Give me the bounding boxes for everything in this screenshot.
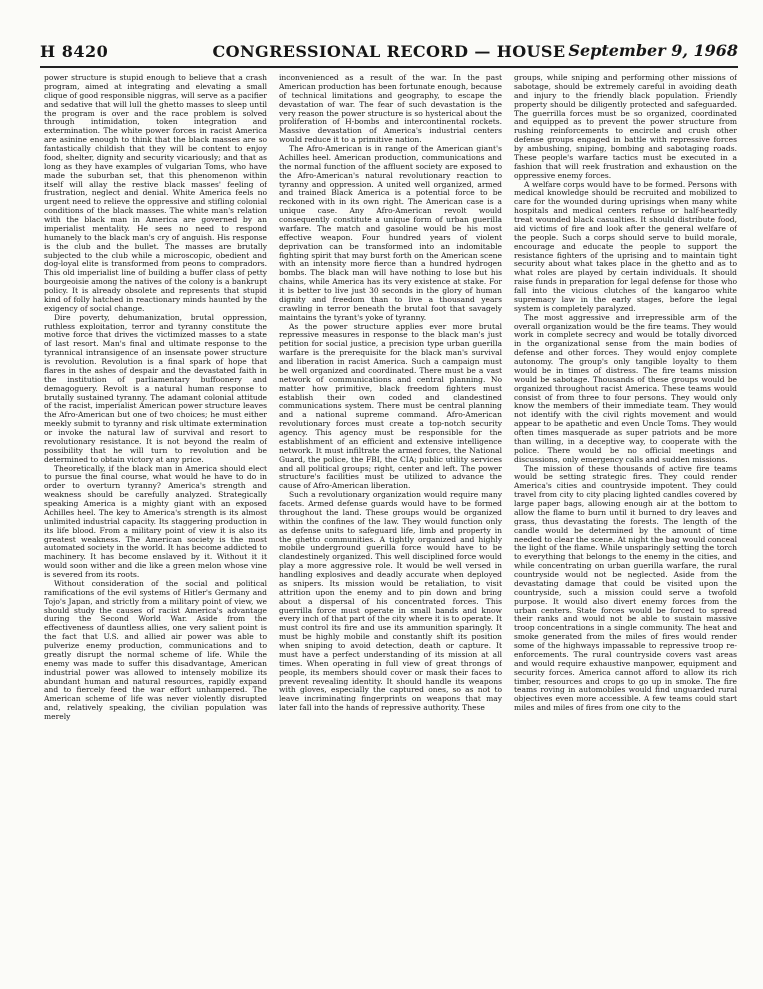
column-middle (279, 74, 502, 974)
page-number: H 8420 (40, 42, 109, 61)
column-left (44, 74, 267, 974)
paragraph: inconvenienced as a result of the war. In the past American production has been fortunate enough, because of technical limitations and geography, to escape the devastation of war. The fear of such devastation is the very reason the power structure is so hysterical about the proliferation of H-bombs and intercontinental rockets. Massive devastation of America's industrial centers would reduce it to a primitive nation. (279, 74, 502, 145)
paragraph: Theoretically, if the black man in America should elect to pursue the final course, what would he have to do in order to overturn tyranny? America's strength and weakness should be carefully analyzed. Strategically speaking America is a mighty giant with an exposed Achilles heel. The key to America's strength is its almost unlimited industrial capacity. Its staggering production in its life blood. From a military point of view it is also its greatest weakness. The American society is the most automated society in the world. It has become addicted to machinery. It has become enslaved by it. Without it it would soon wither and die like a green melon whose vine is severed from its roots. (44, 463, 267, 579)
column-right (514, 74, 737, 974)
paragraph: power structure is stupid enough to believe that a crash program, aimed at integrating and elevating a small clique of good responsible niggras, will serve as a pacifier and sedative that will lull the ghetto masses to sleep until the program is over and the race problem is solved through intimidation, token integration and extermination. The white power forces in racist America are asinine enough to think that the black masses are so fantastically childish that they will be content to enjoy food, shelter, dignity and security vicariously; and that as long as they have examples of vulgarian Toms, who have made the suburban set, that this phenomenon within itself will allay the restive black masses' feeling of frustration, neglect and denial. White America feels no urgent need to relieve the oppressive and stifling colonial conditions of the black masses. The white man's relation with the black man in America are governed by an imperialist mentality. He sees no need to respond humanely to the black man's cry of anguish. His response is the club and the bullet. The masses are brutally subjected to the club while a microscopic, obedient and dog-loyal elite is transformed from peons to compradors. This old imperialist line of building a buffer class of petty bourgeoisie among the natives of the colony is a bankrupt policy. It is already obsolete and represents that stupid kind of folly hatched in reactionary minds haunted by the exigency of social change. (44, 74, 267, 313)
journal-title: CONGRESSIONAL RECORD — HOUSE (212, 42, 566, 61)
issue-date: September 9, 1968 (568, 41, 738, 60)
paragraph: The Afro-American is in range of the American giant's Achilles heel. American production, communications and the normal function of the affluent society are exposed to the Afro-American's natural revolutionary reaction to tyranny and oppression. A united well organized, armed and trained Black America is a potential force to be reckoned with in its own right. The American case is a unique case. Any Afro-American revolt would consequently constitute a unique form of urban guerilla warfare. The match and gasoline would be his most effective weapon. Four hundred years of violent deprivation can be transformed into an indomitable fighting spirit that may burst forth on the American scene with an intensity more fierce than a hundred hydrogen bombs. The black man will have nothing to lose but his chains, while America has its very existence at stake. For it is better to live just 30 seconds in the glory of human dignity and freedom than to live a thousand years crawling in terror beneath the brutal foot that savagely maintains the tyrant's yoke of tyranny. (279, 144, 502, 322)
header-rule (40, 66, 738, 68)
paragraph: groups, while sniping and performing other missions of sabotage, should be extremely careful in avoiding death and injury to the friendly black population. Friendly property should be diligently protected and safeguarded. The guerrilla forces must be so organized, coordinated and equipped as to prevent the power structure from rushing reinforcements to encircle and crush other defense groups engaged in battle with repressive forces by ambushing, sniping, bombing and sabotaging roads. These people's warfare tactics must be executed in a fashion that will reek frustration and exhaustion on the oppressive enemy forces. (514, 74, 737, 180)
paragraph: A welfare corps would have to be formed. Persons with medical knowledge should be recruited and mobilized to care for the wounded during uprisings when many white hospitals and medical centers refuse or half-heartedly treat wounded black casualties. It should distribute food, aid victims of fire and look after the general welfare of the people. Such a corps should serve to build morale, encourage and educate the people to support the resistance fighters of the uprising and to maintain tight security about what takes place in the ghetto and as to what roles are played by certain individuals. It should raise funds in preparation for legal defense for those who fall into the vicious clutches of the kangaroo white supremacy law in the early stages, before the legal system is completely paralyzed. (514, 179, 737, 313)
paragraph: Such a revolutionary organization would require many facets. Armed defense guards would have to be formed throughout the land. These groups would be organized within the confines of the law. They would function only as defense units to safeguard life, limb and property in the ghetto communities. A tightly organized and highly mobile underground guerilla force would have to be clandestinely organized. This well disciplined force would play a more aggressive role. It would be well versed in handling explosives and deadly accurate when deployed as snipers. Its mission would be retaliation, to visit attrition upon the enemy and to pin down and bring about a dispersal of his concentrated forces. This guerrilla force must operate in small bands and know every inch of that part of the city where it is to operate. It must control its fire and use its ammunition sparingly. It must be highly mobile and constantly shift its position when sniping to avoid detection, death or capture. It must have a perfect understanding of its mission at all times. When operating in full view of great throngs of people, its members should cover or mask their faces to prevent revealing identity. It should handle its weapons with gloves, especially the captured ones, so as not to leave incriminating fingerprints on weapons that may later fall into the hands of repressive authority. These (279, 490, 502, 713)
paragraph: The mission of these thousands of active fire teams would be setting strategic fires. They could render America's cities and countryside impotent. They could travel from city to city placing lighted candles covered by large paper bags, allowing enough air at the bottom to allow the flame to burn until it burned to dry leaves and grass, thus devastating the forests. The length of the candle would be determined by the amount of time needed to clear the scene. At night the bag would conceal the light of the flame. While unsparingly setting the torch to everything that belongs to the enemy in the cities, and while concentrating on urban guerilla warfare, the rural countryside would not be neglected. Aside from the devastating damage that could be visited upon the countryside, such a mission could serve a twofold purpose. It would also divert enemy forces from the urban centers. State forces would be forced to spread their ranks and would not be able to sustain massive troop concentrations in a single community. The heat and smoke generated from the miles of fires would render some of the highways impassable to repressive troop re-enforcements. The rural countryside covers vast areas and would require exhaustive manpower, equipment and security forces. America cannot afford to allow its rich timber, resources and crops to go up in smoke. The fire teams roving in automobiles would find unguarded rural objectives even more accessible. A few teams could start miles and miles of fires from one city to the (514, 463, 737, 713)
paragraph: The most aggressive and irrepressible arm of the overall organization would be the fire teams. They would work in complete secrecy and would be totally divorced in the organizational sense from the main bodies of defense and other forces. They would enjoy complete autonomy. The group's only tangible loyalty to them would be in times of distress. The fire teams mission would be sabotage. Thousands of these groups would be organized throughout racist America. These teams would consist of from three to four persons. They would only know the members of their immediate team. They would not identify with the civil rights movement and would appear to be apathetic and even Uncle Toms. They would often times masquerade as super patriots and be more than willing, in a deceptive way, to cooperate with the police. There would be no official meetings and discussions, only emergency calls and sudden missions. (514, 312, 737, 464)
paragraph: Dire poverty, dehumanization, brutal oppression, ruthless exploitation, terror and tyranny constitute the motive force that drives the victimized masses to a state of last resort. Man's final and ultimate response to the tyrannical intransigence of an insensate power structure is revolution. Revolution is a final spark of hope that flares in the ashes of despair and the devastated faith in the institution of parliamentary buffoonery and demagoguery. Revolt is a natural human response to brutally sustained tyranny. The adamant colonial attitude of the racist, imperialist American power structure leaves the Afro-American but one of two choices; he must either meekly submit to tyranny and risk ultimate extermination or invoke the natural law of survival and resort to revolutionary resistance. It is not beyond the realm of possibility that he will turn to revolution and be determined to obtain victory at any price. (44, 312, 267, 464)
paragraph: Without consideration of the social and political ramifications of the evil systems of Hitler's Germany and Tojo's Japan, and strictly from a military point of view, we should study the causes of racist America's advantage during the Second World War. Aside from the effectiveness of dauntless allies, one very salient point is the fact that U.S. and allied air power was able to pulverize enemy production, communications and to greatly disrupt the normal scheme of life. While the enemy was made to suffer this disadvantage, American industrial power was allowed to intensely mobilize its abundant human and natural resources, rapidly expand and to fiercely feed the war effort unhampered. The American scheme of life was never violently disrupted and, relatively speaking, the civilian population was merely (44, 578, 267, 721)
page-header (40, 38, 738, 68)
text-columns (44, 74, 738, 974)
paragraph: As the power structure applies ever more brutal repressive measures in response to the black man's just petition for social justice, a precision type urban guerilla warfare is the prerequisite for the black man's survival and liberation in racist America. Such a campaign must be well organized and coordinated. There must be a vast network of communications and central planning. No matter how primitive, black freedom fighters must establish their own coded and clandestined communications system. There must be central planning and a national supreme command. Afro-American revolutionary forces must create a top-notch security agency. This agency must be responsible for the establishment of an efficient and extensive intelligence network. It must infiltrate the armed forces, the National Guard, the police, the FBI, the CIA; public utility services and all political groups; right, center and left. The power structure's facilities must be utilized to advance the cause of Afro-American liberation. (279, 321, 502, 491)
